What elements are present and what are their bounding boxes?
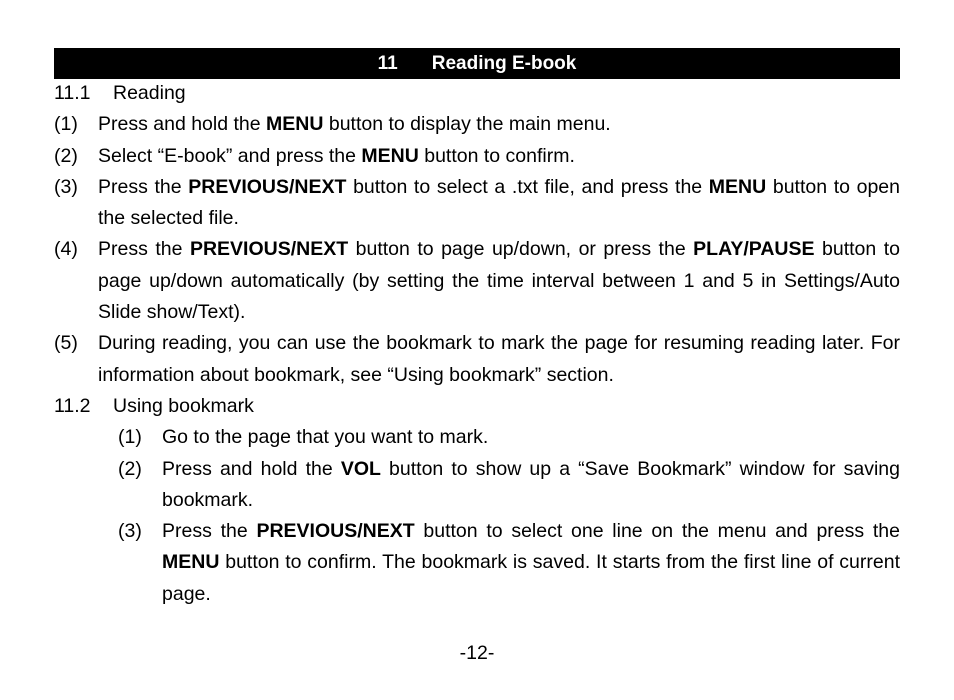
text-run: button to page up/down automatically (by setting the time interval between 1 and 5 in Settings/Auto Slide show/Text). — [98, 238, 900, 324]
subsection-title: Using bookmark — [113, 394, 254, 417]
subsection-number: 11.1 — [54, 82, 91, 104]
list-item — [118, 454, 900, 517]
text-run: Press and hold the — [162, 457, 341, 480]
button-name: MENU — [708, 175, 767, 198]
button-name: MENU — [162, 551, 220, 574]
list-item-text — [162, 516, 900, 610]
list-item — [54, 109, 900, 140]
list-item-number: (3) — [54, 175, 78, 198]
reading-steps-list — [54, 109, 900, 391]
text-run: Press the — [98, 175, 189, 198]
list-item — [118, 422, 900, 453]
list-item — [118, 516, 900, 610]
subsection-heading-bookmark — [54, 391, 900, 422]
list-item-number: (1) — [54, 113, 78, 136]
document-body — [54, 78, 900, 610]
text-run: During reading, you can use the bookmark to mark the page for resuming reading later. For information about bookmark, see “Using bookmark” section. — [98, 332, 900, 386]
list-item — [54, 141, 900, 172]
list-item-number: (2) — [118, 457, 142, 480]
text-run: button to show up a “Save Bookmark” window for saving bookmark. — [162, 457, 900, 511]
button-name: MENU — [266, 113, 324, 136]
list-item — [54, 328, 900, 391]
list-item-text — [98, 328, 900, 391]
text-run: button to open the selected file. — [98, 175, 900, 230]
text-run: Press and hold the — [98, 113, 267, 136]
text-run: Go to the page that you want to mark. — [162, 426, 489, 449]
list-item-text — [98, 141, 900, 172]
list-item-number: (1) — [118, 426, 142, 449]
bookmark-steps-list — [54, 422, 900, 610]
section-title: Reading E-book — [431, 53, 577, 74]
button-name: MENU — [361, 144, 419, 167]
button-name: PREVIOUS/NEXT — [256, 520, 415, 543]
text-run: button to select a .txt file, and press the — [346, 175, 709, 198]
list-item-text — [98, 109, 900, 140]
button-name: PREVIOUS/NEXT — [189, 238, 349, 261]
text-run: button to select one line on the menu and press the — [414, 520, 900, 543]
text-run: Select “E-book” and press the — [98, 144, 362, 167]
list-item — [54, 234, 900, 328]
text-run: button to confirm. The bookmark is saved. It starts from the first line of current page. — [162, 551, 900, 605]
text-run: Press the — [98, 238, 190, 261]
list-item-number: (4) — [54, 238, 78, 261]
button-name: PLAY/PAUSE — [693, 238, 815, 261]
subsection-number: 11.2 — [54, 394, 91, 417]
subsection-heading-reading — [54, 78, 900, 109]
section-heading — [54, 48, 900, 79]
list-item-number: (2) — [54, 144, 78, 167]
text-run: button to display the main menu. — [323, 113, 611, 136]
page-number: -12- — [459, 642, 495, 664]
button-name: PREVIOUS/NEXT — [188, 175, 347, 198]
button-name: VOL — [340, 457, 381, 480]
subsection-title: Reading — [113, 82, 186, 104]
list-item — [54, 172, 900, 235]
list-item-text — [98, 172, 900, 235]
list-item-number: (3) — [118, 520, 142, 543]
list-item-text — [98, 234, 900, 328]
text-run: button to page up/down, or press the — [348, 238, 694, 261]
section-number: 11 — [377, 53, 398, 74]
list-item-text — [162, 454, 900, 517]
text-run: button to confirm. — [418, 144, 575, 167]
list-item-number: (5) — [54, 332, 78, 355]
text-run: Press the — [162, 520, 257, 543]
list-item-text — [162, 422, 900, 453]
